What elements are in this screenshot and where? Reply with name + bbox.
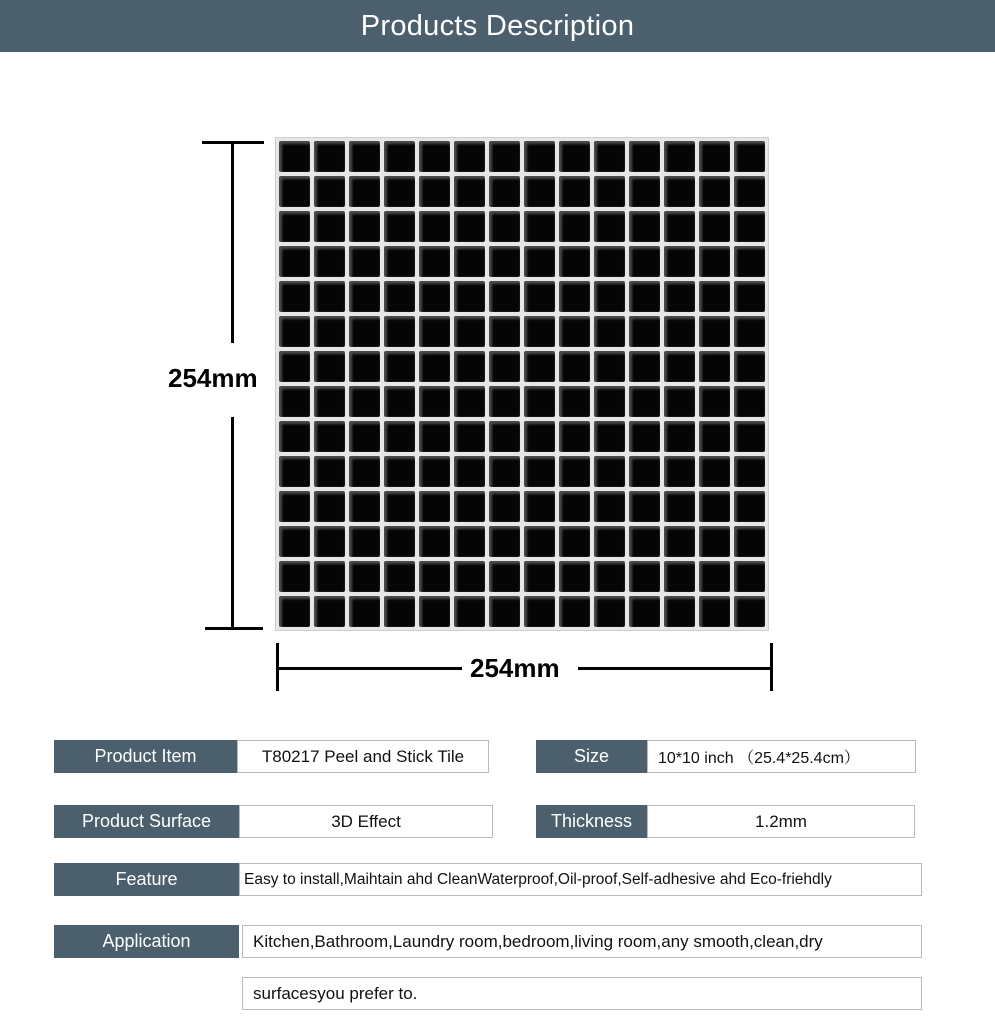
mosaic-cell [734,421,765,452]
thickness-value: 1.2mm [647,805,915,838]
mosaic-cell [349,491,380,522]
mosaic-cell [384,526,415,557]
mosaic-cell [419,316,450,347]
mosaic-cell [594,351,625,382]
mosaic-cell [629,526,660,557]
mosaic-cell [279,421,310,452]
mosaic-cell [454,386,485,417]
product-item-value: T80217 Peel and Stick Tile [237,740,489,773]
mosaic-cell [314,456,345,487]
dim-right-cap [770,643,773,691]
height-label: 254mm [168,363,258,393]
mosaic-cell [629,141,660,172]
page-header [0,0,995,52]
mosaic-cell [734,456,765,487]
mosaic-cell [384,246,415,277]
mosaic-cell [734,561,765,592]
mosaic-cell [419,561,450,592]
mosaic-cell [664,141,695,172]
mosaic-cell [454,491,485,522]
mosaic-cell [699,351,730,382]
mosaic-cell [419,386,450,417]
mosaic-cell [279,491,310,522]
mosaic-cell [699,456,730,487]
mosaic-cell [664,351,695,382]
mosaic-cell [349,316,380,347]
mosaic-cell [419,211,450,242]
mosaic-cell [279,351,310,382]
application-label: Application [54,925,239,958]
mosaic-cell [629,211,660,242]
mosaic-cell [734,526,765,557]
mosaic-cell [559,316,590,347]
mosaic-cell [349,211,380,242]
mosaic-cell [279,141,310,172]
mosaic-cell [349,456,380,487]
mosaic-cell [559,281,590,312]
mosaic-cell [629,351,660,382]
mosaic-cell [454,176,485,207]
mosaic-cell [279,456,310,487]
mosaic-cell [454,456,485,487]
mosaic-cell [594,176,625,207]
mosaic-cell [594,526,625,557]
size-label: Size [536,740,647,773]
mosaic-cell [454,561,485,592]
mosaic-cell [384,561,415,592]
mosaic-cell [349,281,380,312]
mosaic-cell [629,456,660,487]
feature-label: Feature [54,863,239,896]
mosaic-cell [559,176,590,207]
feature-value: Easy to install,Maihtain ahd CleanWaterproof,Oil-proof,Self-adhesive ahd Eco-friehdly [239,863,922,896]
application-value-line1: Kitchen,Bathroom,Laundry room,bedroom,living room,any smooth,clean,dry [242,925,922,958]
mosaic-cell [594,211,625,242]
width-label: 254mm [470,653,560,683]
mosaic-cell [699,141,730,172]
product-surface-label: Product Surface [54,805,239,838]
mosaic-cell [629,421,660,452]
mosaic-cell [489,526,520,557]
mosaic-cell [664,561,695,592]
mosaic-cell [489,596,520,627]
mosaic-cell [664,526,695,557]
mosaic-cell [559,491,590,522]
mosaic-cell [524,281,555,312]
mosaic-cell [279,596,310,627]
mosaic-cell [629,561,660,592]
mosaic-cell [559,596,590,627]
mosaic-cell [629,596,660,627]
mosaic-cell [524,141,555,172]
mosaic-cell [454,281,485,312]
mosaic-cell [699,596,730,627]
mosaic-cell [454,596,485,627]
thickness-label: Thickness [536,805,647,838]
mosaic-cell [349,561,380,592]
mosaic-cell [559,526,590,557]
mosaic-cell [734,176,765,207]
mosaic-cell [629,281,660,312]
mosaic-cell [489,211,520,242]
mosaic-cell [594,561,625,592]
mosaic-cell [734,491,765,522]
mosaic-cell [559,351,590,382]
mosaic-cell [664,316,695,347]
mosaic-cell [699,561,730,592]
mosaic-cell [524,491,555,522]
mosaic-cell [524,456,555,487]
mosaic-cell [384,316,415,347]
mosaic-cell [454,246,485,277]
mosaic-cell [419,281,450,312]
application-value-line2: surfacesyou prefer to. [242,977,922,1010]
mosaic-cell [279,386,310,417]
mosaic-cell [489,561,520,592]
mosaic-grid [279,141,765,627]
mosaic-cell [349,246,380,277]
mosaic-cell [314,246,345,277]
mosaic-cell [419,421,450,452]
mosaic-cell [419,176,450,207]
mosaic-cell [734,211,765,242]
mosaic-cell [699,316,730,347]
mosaic-cell [594,281,625,312]
mosaic-cell [349,386,380,417]
mosaic-cell [734,351,765,382]
mosaic-cell [419,526,450,557]
mosaic-cell [664,386,695,417]
mosaic-cell [594,246,625,277]
mosaic-cell [279,281,310,312]
mosaic-cell [384,141,415,172]
mosaic-cell [279,561,310,592]
mosaic-cell [454,526,485,557]
mosaic-cell [559,561,590,592]
dim-bottom-cap [205,627,263,630]
mosaic-cell [349,141,380,172]
mosaic-cell [594,421,625,452]
mosaic-cell [664,281,695,312]
mosaic-cell [734,316,765,347]
mosaic-cell [524,421,555,452]
mosaic-cell [559,386,590,417]
mosaic-cell [349,351,380,382]
mosaic-cell [279,526,310,557]
mosaic-cell [349,176,380,207]
mosaic-cell [419,141,450,172]
mosaic-cell [349,421,380,452]
mosaic-cell [629,386,660,417]
mosaic-cell [664,456,695,487]
mosaic-cell [489,281,520,312]
mosaic-cell [454,316,485,347]
mosaic-cell [349,526,380,557]
mosaic-cell [629,176,660,207]
mosaic-tile-image [275,137,769,631]
mosaic-cell [489,421,520,452]
mosaic-cell [489,386,520,417]
mosaic-cell [384,596,415,627]
mosaic-cell [734,246,765,277]
mosaic-cell [524,386,555,417]
mosaic-cell [384,281,415,312]
mosaic-cell [419,246,450,277]
mosaic-cell [594,456,625,487]
mosaic-cell [664,176,695,207]
mosaic-cell [734,281,765,312]
mosaic-cell [314,526,345,557]
mosaic-cell [419,491,450,522]
mosaic-cell [384,386,415,417]
mosaic-cell [559,456,590,487]
mosaic-cell [454,211,485,242]
mosaic-cell [699,176,730,207]
mosaic-cell [699,386,730,417]
mosaic-cell [314,176,345,207]
mosaic-cell [279,176,310,207]
mosaic-cell [314,491,345,522]
mosaic-cell [664,596,695,627]
mosaic-cell [314,211,345,242]
mosaic-cell [734,596,765,627]
mosaic-cell [629,491,660,522]
mosaic-cell [454,421,485,452]
mosaic-cell [314,386,345,417]
mosaic-cell [489,141,520,172]
mosaic-cell [384,211,415,242]
mosaic-cell [664,421,695,452]
mosaic-cell [664,491,695,522]
mosaic-cell [594,596,625,627]
mosaic-cell [314,316,345,347]
mosaic-cell [419,596,450,627]
mosaic-cell [664,246,695,277]
mosaic-cell [279,246,310,277]
mosaic-cell [734,141,765,172]
mosaic-cell [279,316,310,347]
mosaic-cell [559,141,590,172]
dim-vertical-line-bottom [231,417,234,629]
mosaic-cell [489,316,520,347]
mosaic-cell [629,316,660,347]
product-surface-value: 3D Effect [239,805,493,838]
mosaic-cell [454,141,485,172]
mosaic-cell [594,316,625,347]
mosaic-cell [699,421,730,452]
mosaic-cell [524,211,555,242]
product-item-label: Product Item [54,740,237,773]
mosaic-cell [489,246,520,277]
mosaic-cell [734,386,765,417]
mosaic-cell [419,351,450,382]
mosaic-cell [664,211,695,242]
size-value: 10*10 inch （25.4*25.4cm） [647,740,916,773]
mosaic-cell [524,526,555,557]
mosaic-cell [314,421,345,452]
mosaic-cell [559,211,590,242]
mosaic-cell [384,491,415,522]
dim-horizontal-line-right [578,667,772,670]
mosaic-cell [314,281,345,312]
mosaic-cell [454,351,485,382]
mosaic-cell [629,246,660,277]
page-title: Products Description [360,9,635,42]
mosaic-cell [524,351,555,382]
mosaic-cell [314,561,345,592]
mosaic-cell [524,561,555,592]
mosaic-cell [699,246,730,277]
mosaic-cell [524,316,555,347]
mosaic-cell [489,491,520,522]
mosaic-cell [279,211,310,242]
mosaic-cell [384,456,415,487]
mosaic-cell [314,596,345,627]
mosaic-cell [594,386,625,417]
dim-vertical-line-top [231,141,234,343]
mosaic-cell [699,281,730,312]
mosaic-cell [594,491,625,522]
mosaic-cell [559,421,590,452]
mosaic-cell [384,421,415,452]
mosaic-cell [699,526,730,557]
mosaic-cell [384,176,415,207]
mosaic-cell [489,176,520,207]
mosaic-cell [384,351,415,382]
mosaic-cell [349,596,380,627]
dim-horizontal-line-left [276,667,462,670]
mosaic-cell [524,246,555,277]
mosaic-cell [524,176,555,207]
mosaic-cell [314,141,345,172]
mosaic-cell [524,596,555,627]
mosaic-cell [699,211,730,242]
mosaic-cell [489,351,520,382]
mosaic-cell [594,141,625,172]
mosaic-cell [489,456,520,487]
mosaic-cell [699,491,730,522]
mosaic-cell [559,246,590,277]
mosaic-cell [419,456,450,487]
mosaic-cell [314,351,345,382]
